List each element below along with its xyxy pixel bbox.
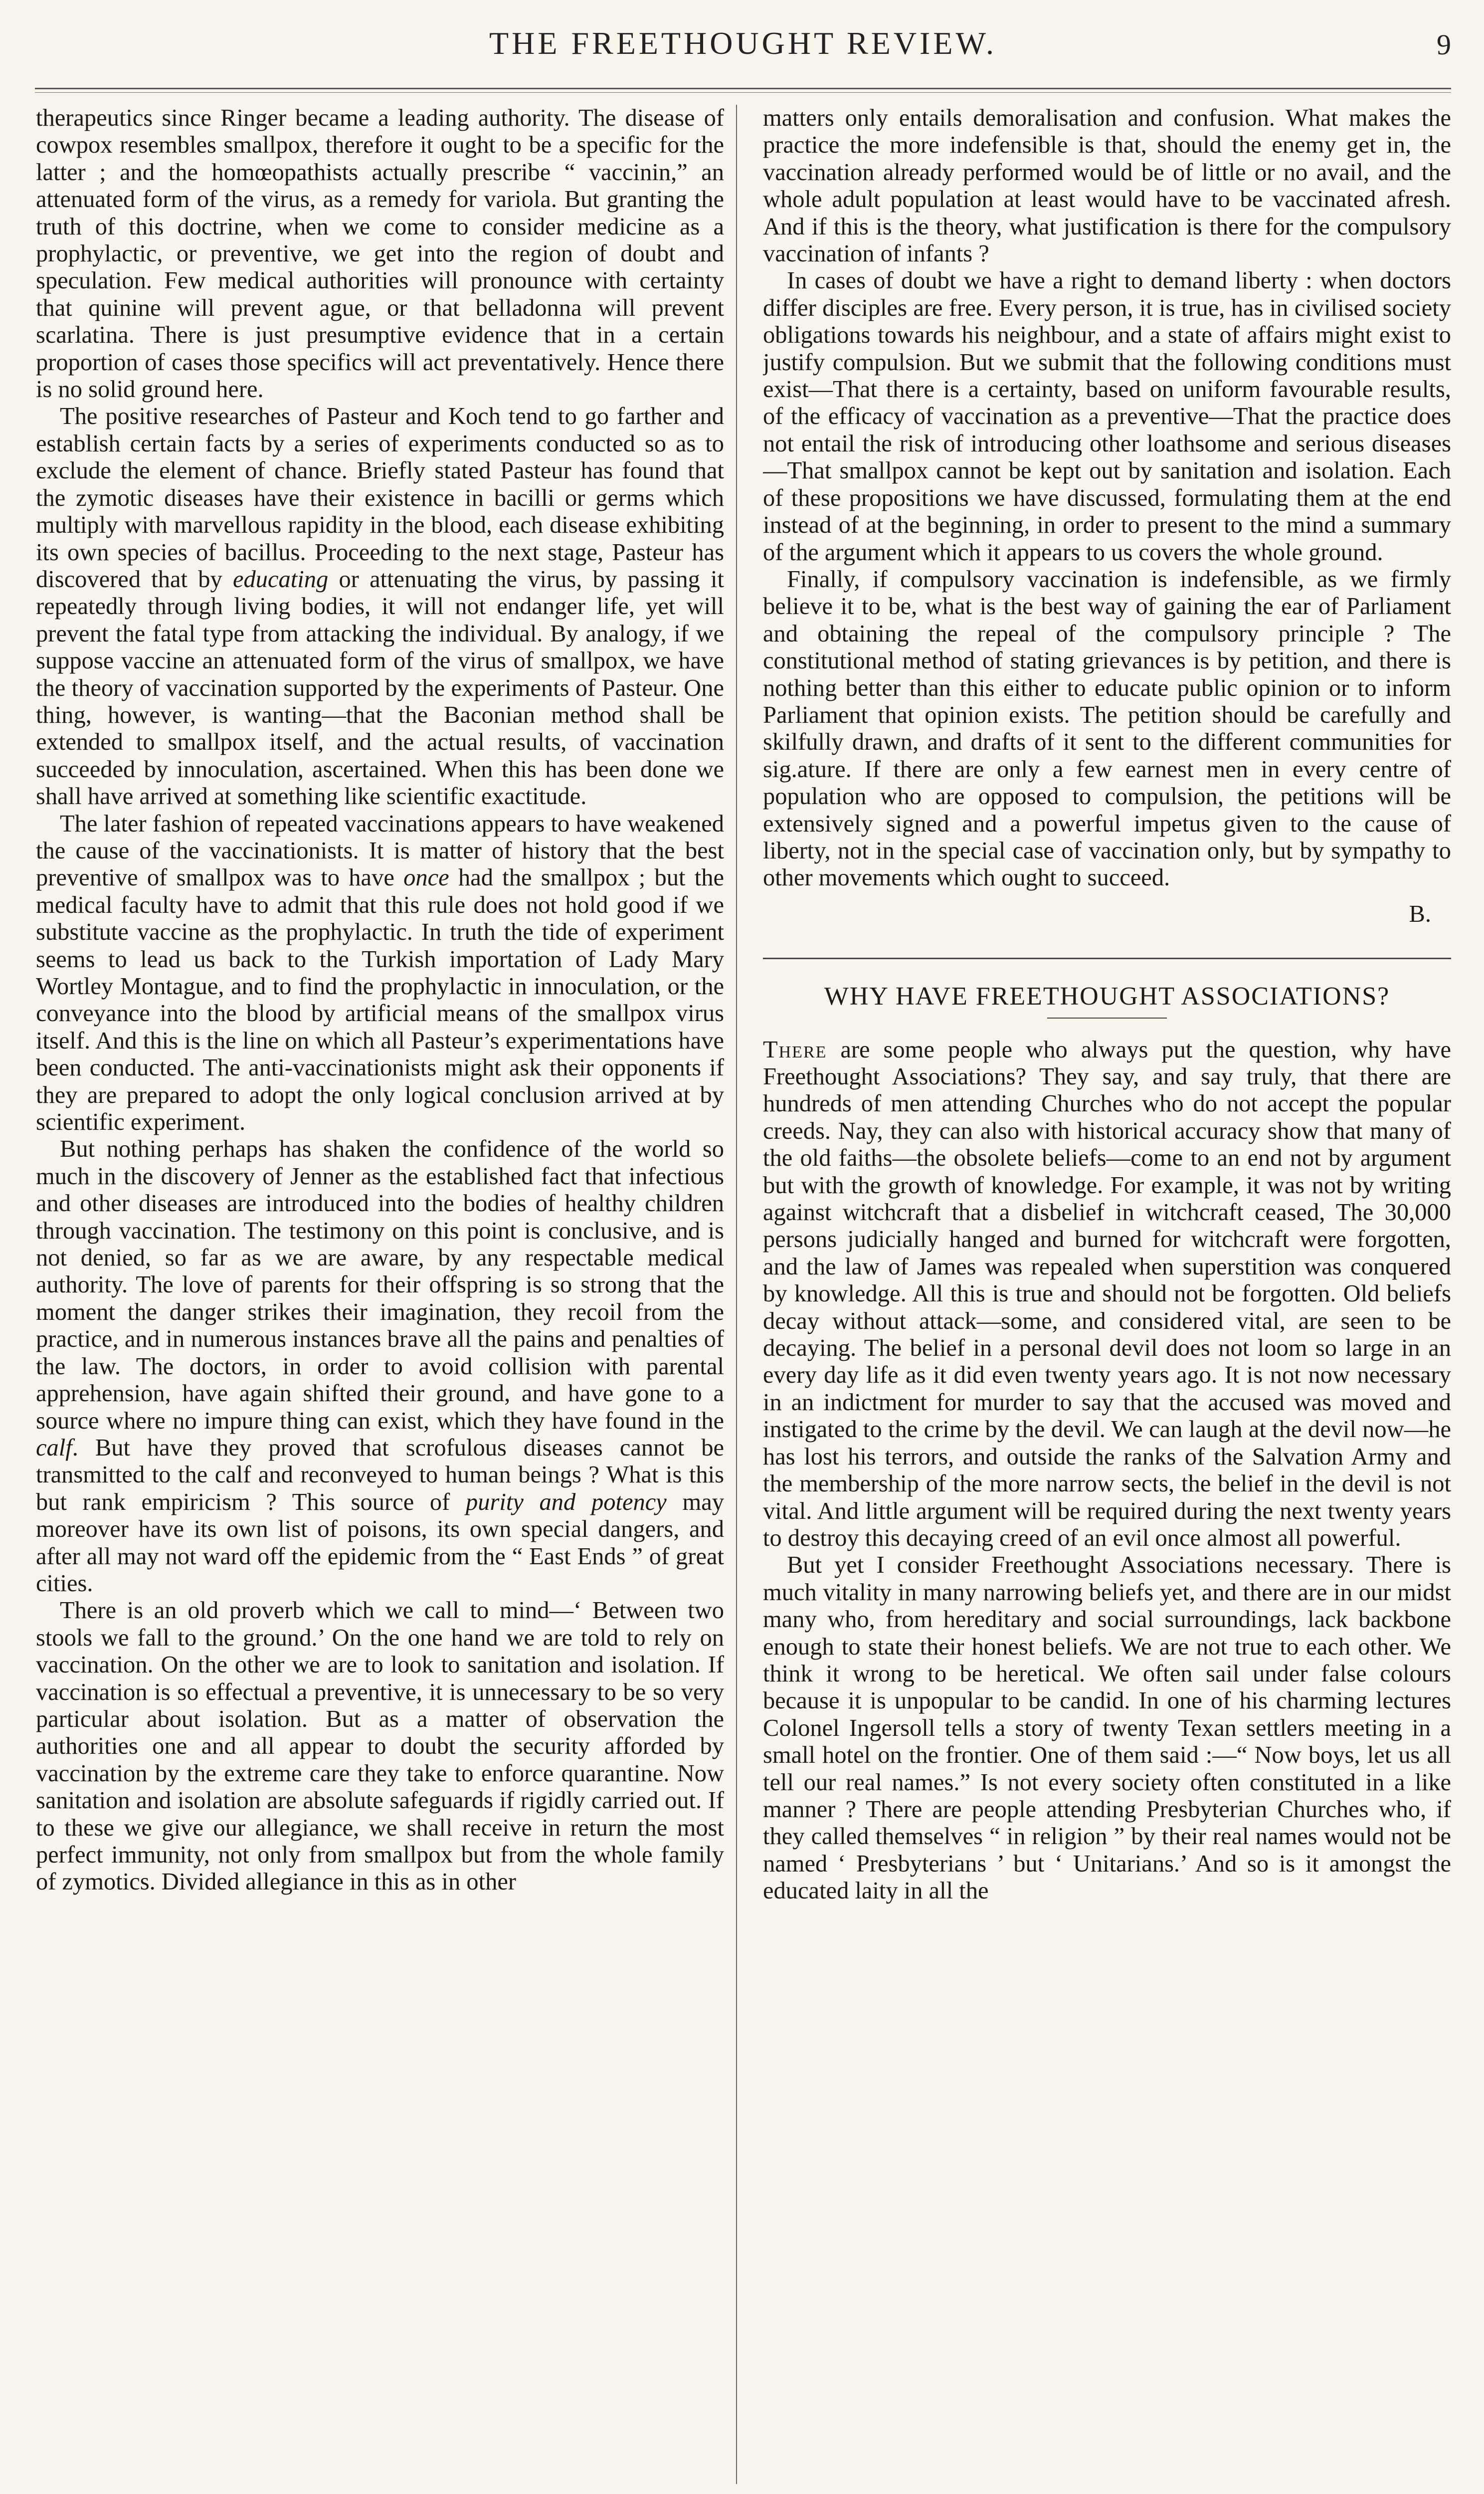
running-header [30,22,1456,67]
paragraph: Finally, if compulsory vaccination is indefensible, as we firmly believe it to be, what is the best way of gaining the ear of Parliament and obtaining the repeal of the compulsory principle ? The constitutional method of stating grievances is by petition, and there is nothing better than this either to educate public opinion or to inform Parliament that opinion exists. The petition should be carefully and skilfully drawn, and drafts of it sent to the different communities for sig.ature. If there are only a few earnest men in every centre of population who are opposed to compulsion, the petitions will be extensively signed and a powerful impetus given to the cause of liberty, not in the special case of vaccination only, but by sympathy to other movements which ought to succeed. [763,566,1451,891]
header-rule [35,88,1451,93]
section-divider [763,958,1451,959]
right-column [763,105,1451,2494]
paragraph: But yet I consider Freethought Associations necessary. There is much vitality in many narrowing beliefs yet, and there are in our midst many who, from hereditary and social surroundings, lack backbone enough to state their honest beliefs. We are not true to each other. We think it wrong to be heretical. We often sail under false colours because it is unpopular to be candid. In one of his charming lectures Colonel Ingersoll tells a story of twenty Texan settlers meeting in a small hotel on the frontier. One of them said :—“ Now boys, let us all tell our real names.” Is not every society often constituted in a like manner ? There are people attending Presbyterian Churches who, if they called themselves “ in religion ” by their real names would not be named ‘ Presbyterians ’ but ‘ Unitarians.’ And so is it amongst the educated laity in all the [763,1552,1451,1904]
paragraph: The positive researches of Pasteur and Koch tend to go farther and establish certain facts by a series of experiments conducted so as to exclude the element of chance. Briefly stated Pasteur has found that the zymotic diseases have their existence in bacilli or germs which multiply with marvellous rapidity in the blood, each disease exhibiting its own species of bacillus. Proceeding to the next stage, Pasteur has discovered that by educating or attenuating the virus, by passing it repeatedly through living bodies, it will not endanger life, yet will prevent the fatal type from attacking the individual. By analogy, if we suppose vaccine an attenuated form of the virus of smallpox, we have the theory of vaccination supported by the experiments of Pasteur. One thing, however, is wanting—that the Baconian method shall be extended to smallpox itself, and the actual results, of vaccination succeeded by innoculation, ascertained. When this has been done we shall have arrived at something like scientific exactitude. [36,403,724,810]
drop-lead-word: There [763,1036,827,1063]
paragraph: matters only entails demoralisation and confusion. What makes the practice the more indefensible is that, should the enemy get in, the vaccination already performed would be of little or no avail, and the whole adult population at least would have to be vaccinated afresh. And if this is the theory, what justification is there for the compulsory vaccination of infants ? [763,105,1451,267]
page-number: 9 [1437,28,1451,61]
paragraph: The later fashion of repeated vaccinations appears to have weakened the cause of the vaccinationists. It is matter of history that the best preventive of smallpox was to have once had the smallpox ; but the medical faculty have to admit that this rule does not hold good if we substitute vaccine as the prophylactic. In truth the tide of experiment seems to lead us back to the Turkish importation of Lady Mary Wortley Montague, and to find the prophylactic in innoculation, or the conveyance into the blood by artificial means of the smallpox virus itself. And this is the line on which all Pasteur’s experimentations have been conducted. The anti-vaccinationists might ask their opponents if they are prepared to adopt the only logical conclusion arrived at by scientific experiment. [36,810,724,1136]
left-column [36,105,724,2494]
title-rule [1047,1018,1167,1019]
paragraph: There is an old proverb which we call to mind—‘ Between two stools we fall to the ground.’ On the one hand we are told to rely on vaccination. On the other we are to look to sanitation and isolation. If vaccination is so effectual a preventive, it is unnecessary to be so very particular about isolation. But as a matter of observation the authorities one and all appear to doubt the security afforded by vaccination by the extreme care they take to enforce quarantine. Now sanitation and isolation are absolute safeguards if rigidly carried out. If to these we give our allegiance, we shall receive in return the most perfect immunity, not only from smallpox but from the whole family of zymotics. Divided allegiance in this as in other [36,1597,724,1895]
paragraph: But nothing perhaps has shaken the confidence of the world so much in the discovery of Jenner as the established fact that infectious and other diseases are introduced into the bodies of healthy children through vaccination. The testimony on this point is conclusive, and is not denied, so far as we are aware, by any respectable medical authority. The love of parents for their offspring is so strong that the moment the danger strikes their imagination, they recoil from the practice, and in numerous instances brave all the pains and penalties of the law. The doctors, in order to avoid collision with parental apprehension, have again shifted their ground, and have gone to a source where no impure thing can exist, which they have found in the calf. But have they proved that scrofulous diseases cannot be transmitted to the calf and reconveyed to human beings ? What is this but rank empiricism ? This source of purity and potency may moreover have its own list of poisons, its own special dangers, and after all may not ward off the epidemic from the “ East Ends ” of great cities. [36,1136,724,1597]
paragraph: There are some people who always put the question, why have Freethought Associations? They say, and say truly, that there are hundreds of men attending Churches who do not accept the popular creeds. Nay, they can also with historical accuracy show that many of the old faiths—the obsolete beliefs—come to an end not by argument but with the growth of knowledge. For example, it was not by writing against witchcraft that a disbelief in witchcraft ceased, The 30,000 persons judicially hanged and burned for witchcraft were forgotten, and the law of James was repealed when superstition was conquered by knowledge. All this is true and should not be forgotten. Old beliefs decay without attack—some, and considered vital, are seen to be decaying. The belief in a personal devil does not loom so large in an every day life as it did even twenty years ago. It is not now necessary in an indictment for murder to say that the accused was moved and instigated to the crime by the devil. We can laugh at the devil now—he has lost his terrors, and outside the ranks of the Salvation Army and the membership of the more narrow sects, the belief in the devil is not vital. And little argument will be required during the next twenty years to destroy this decaying creed of an evil once almost all powerful. [763,1036,1451,1551]
author-signature: B. [1409,900,1431,927]
column-divider [736,105,737,2484]
paragraph: In cases of doubt we have a right to demand liberty : when doctors differ disciples are free. Every person, it is true, has in civilised society obligations towards his neighbour, and a state of affairs might exist to justify compulsion. But we submit that the following conditions must exist—That there is a certainty, based on uniform favourable results, of the efficacy of vaccination as a preventive—That the practice does not entail the risk of introducing other loathsome and serious diseases—That smallpox cannot be kept out by sanitation and isolation. Each of these propositions we have discussed, formulating them at the end instead of at the beginning, in order to present to the mind a summary of the argument which it appears to us covers the whole ground. [763,267,1451,566]
paragraph: therapeutics since Ringer became a leading authority. The disease of cowpox resembles smallpox, therefore it ought to be a specific for the latter ; and the homœopathists actually prescribe “ vaccinin,” an attenuated form of the virus, as a remedy for variola. But granting the truth of this doctrine, when we come to consider medicine as a prophylactic, or preventive, we get into the region of doubt and speculation. Few medical authorities will pronounce with certainty that quinine will prevent ague, or that belladonna will prevent scarlatina. There is just presumptive evidence that in a certain proportion of cases those specifics will act preventatively. Hence there is no solid ground here. [36,105,724,403]
article-title: WHY HAVE FREETHOUGHT ASSOCIATIONS? [824,982,1390,1011]
journal-title: THE FREETHOUGHT REVIEW. [489,25,997,61]
